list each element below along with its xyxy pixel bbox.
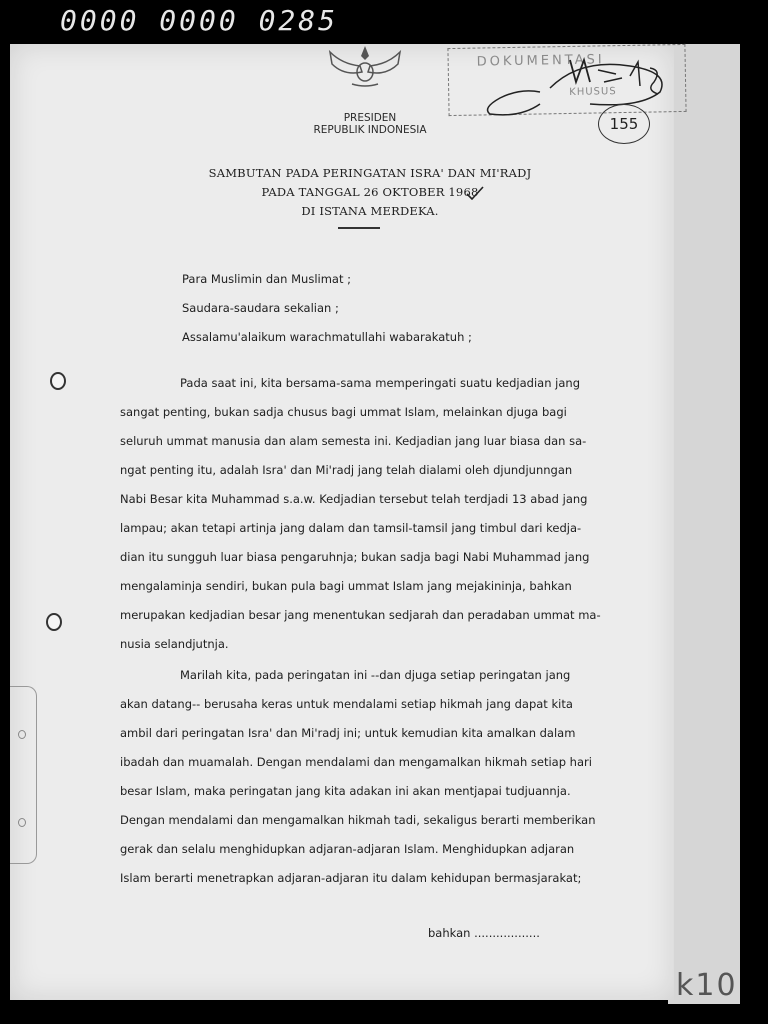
speech-title-line-2: PADA TANGGAL 26 OKTOBER 1968 xyxy=(261,185,479,199)
microfilm-frame-number: 0000 0000 0285 xyxy=(60,4,339,37)
document-number-badge: 155 xyxy=(598,104,650,144)
punch-hole xyxy=(46,613,62,631)
text-line: lampau; akan tetapi artinja jang dalam dan tamsil-tamsil jang timbul dari kedja- xyxy=(120,521,582,535)
text-line: besar Islam, maka peringatan jang kita adakan ini akan mentjapai tudjuannja. xyxy=(120,784,571,798)
binder-clip xyxy=(10,686,37,864)
text-line: gerak dan selalu menghidupkan adjaran-adjaran Islam. Menghidupkan adjaran xyxy=(120,842,575,856)
text-line: merupakan kedjadian besar jang menentukan sedjarah dan peradaban ummat ma- xyxy=(120,608,601,622)
catchword: bahkan .................. xyxy=(428,926,540,940)
text-line: Pada saat ini, kita bersama-sama memperingati suatu kedjadian jang xyxy=(180,376,580,390)
text-line: nusia selandjutnja. xyxy=(120,637,229,651)
garuda-emblem-icon xyxy=(322,42,408,88)
text-line: seluruh ummat manusia dan alam semesta ini. Kedjadian jang luar biasa dan sa- xyxy=(120,434,587,448)
text-line: ambil dari peringatan Isra' dan Mi'radj ini; untuk kemudian kita amalkan dalam xyxy=(120,726,576,740)
text-line: mengalaminja sendiri, bukan pula bagi ummat Islam jang mejakininja, bahkan xyxy=(120,579,572,593)
punch-hole xyxy=(18,818,26,827)
text-line: ibadah dan muamalah. Dengan mendalami dan mengamalkan hikmah setiap hari xyxy=(120,755,592,769)
text-line: sangat penting, bukan sadja chusus bagi ummat Islam, melainkan djuga bagi xyxy=(120,405,567,419)
text-line: ngat penting itu, adalah Isra' dan Mi'radj jang telah dialami oleh djundjunngan xyxy=(120,463,573,477)
punch-hole xyxy=(50,372,66,390)
letterhead-line-2: REPUBLIK INDONESIA xyxy=(313,124,427,136)
text-line: Islam berarti menetrapkan adjaran-adjaran itu dalam kehidupan bermasjarakat; xyxy=(120,871,582,885)
salutation-3: Assalamu'alaikum warachmatullahi wabarakatuh ; xyxy=(182,330,472,344)
punch-hole xyxy=(18,730,26,739)
speech-title-line-1: SAMBUTAN PADA PERINGATAN ISRA' DAN MI'RADJ xyxy=(208,166,532,180)
archive-stamp-line-1: DOKUMENTASI xyxy=(476,52,605,70)
handwritten-annotation-icon xyxy=(480,48,680,124)
text-line: Marilah kita, pada peringatan ini --dan djuga setiap peringatan jang xyxy=(180,668,571,682)
text-line: akan datang-- berusaha keras untuk mendalami setiap hikmah jang dapat kita xyxy=(120,697,573,711)
speech-title-line-3: DI ISTANA MERDEKA. xyxy=(301,204,439,218)
text-line: Dengan mendalami dan mengamalkan hikmah tadi, sekaligus berarti memberikan xyxy=(120,813,596,827)
salutation-2: Saudara-saudara sekalian ; xyxy=(182,301,339,315)
text-line: dian itu sungguh luar biasa pengaruhnja; bukan sadja bagi Nabi Muhammad jang xyxy=(120,550,590,564)
checkmark-icon xyxy=(466,186,484,200)
letterhead-line-1: PRESIDEN xyxy=(343,112,397,124)
title-divider xyxy=(338,227,380,229)
text-line: Nabi Besar kita Muhammad s.a.w. Kedjadian tersebut telah terdjadi 13 abad jang xyxy=(120,492,588,506)
archive-stamp-line-2: KHUSUS xyxy=(569,86,617,98)
salutation-1: Para Muslimin dan Muslimat ; xyxy=(182,272,352,286)
page-stamp: k10 xyxy=(676,968,738,1003)
